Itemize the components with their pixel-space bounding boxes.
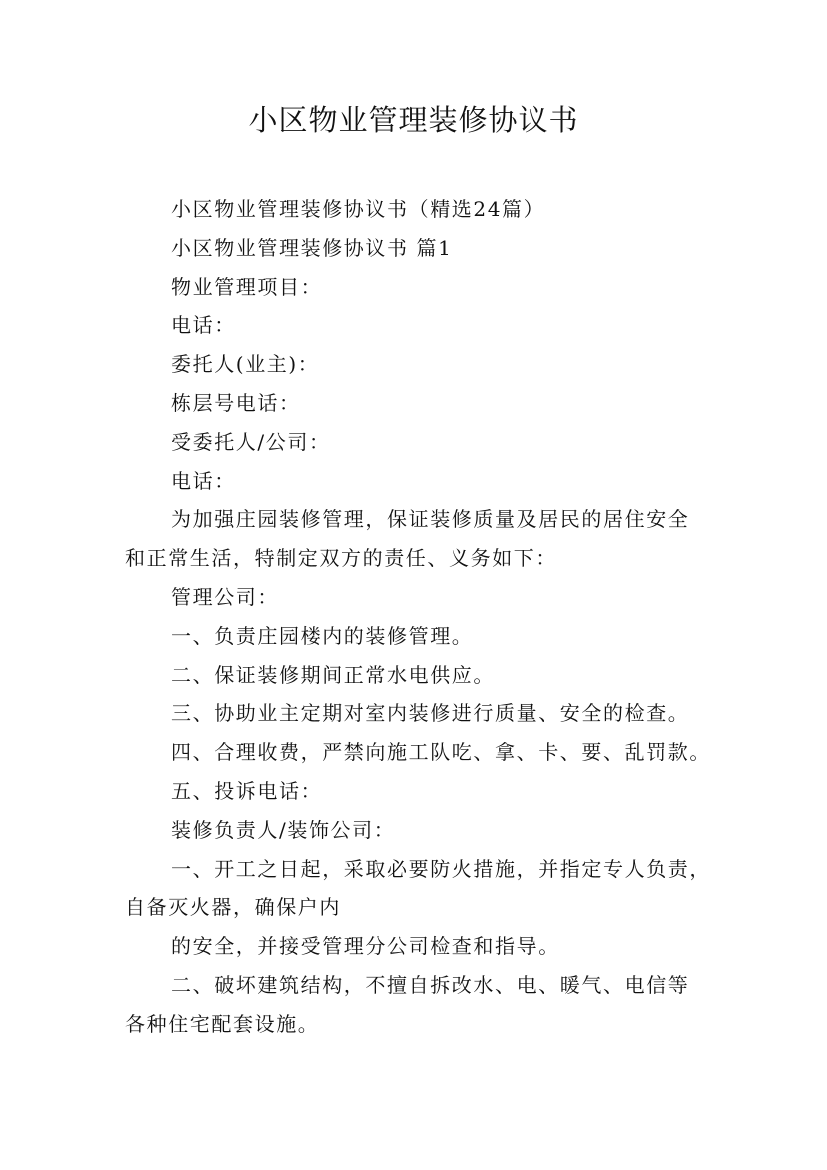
document-title: 小区物业管理装修协议书: [248, 103, 579, 137]
field-contractor: 受委托人/公司：: [171, 429, 331, 454]
field-building-phone: 栋层号电话：: [171, 390, 301, 415]
subtitle-line: 小区物业管理装修协议书（精选24篇）: [171, 197, 546, 221]
management-item-1: 一、负责庄园楼内的装修管理。: [171, 623, 474, 648]
decoration-item-2-line-2: 各种住宅配套设施。: [125, 1011, 320, 1036]
management-item-2: 二、保证装修期间正常水电供应。: [171, 662, 495, 687]
decoration-item-1-line-1: 一、开工之日起，采取必要防火措施，并指定专人负责，: [171, 856, 711, 881]
document-body: [125, 190, 715, 1044]
field-phone-2: 电话：: [171, 468, 236, 493]
decoration-company-heading: 装修负责人/装饰公司：: [171, 817, 396, 842]
management-item-3: 三、协助业主定期对室内装修进行质量、安全的检查。: [171, 701, 690, 726]
field-phone-1: 电话：: [171, 313, 236, 338]
decoration-item-1-line-2: 自备灭火器，确保户内: [125, 895, 341, 920]
management-item-5: 五、投诉电话：: [171, 778, 323, 803]
decoration-item-1-line-3: 的安全，并接受管理分公司检查和指导。: [171, 934, 560, 959]
intro-paragraph-line-2: 和正常生活，特制定双方的责任、义务如下：: [125, 546, 557, 571]
section-heading: 小区物业管理装修协议书 篇1: [171, 235, 453, 260]
management-item-4: 四、合理收费，严禁向施工队吃、拿、卡、要、乱罚款。: [171, 740, 711, 765]
management-company-heading: 管理公司：: [171, 584, 279, 609]
decoration-item-2-line-1: 二、破坏建筑结构，不擅自拆改水、电、暖气、电信等: [171, 972, 690, 997]
field-client: 委托人(业主)：: [171, 352, 320, 377]
field-project: 物业管理项目：: [171, 274, 323, 299]
intro-paragraph-line-1: 为加强庄园装修管理，保证装修质量及居民的居住安全: [171, 507, 690, 532]
